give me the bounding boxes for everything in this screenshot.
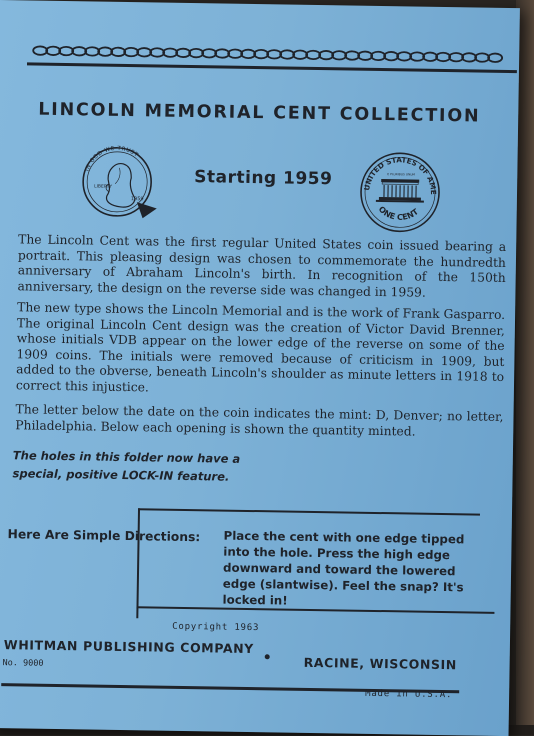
separator-bullet (265, 654, 270, 659)
directions-label: Here Are Simple Directions: (8, 527, 201, 544)
made-in-label: Made in U.S.A. (365, 689, 452, 700)
chain-link (150, 48, 164, 57)
coin-word: LIBERTY (94, 184, 112, 190)
coin-top-legend: UNITED STATES OF AMERICA (356, 149, 439, 195)
chain-link (319, 51, 333, 60)
publisher-city: RACINE, WISCONSIN (304, 655, 457, 672)
chain-link (163, 48, 177, 57)
chain-rule (27, 62, 517, 73)
background-edge (516, 0, 534, 735)
chain-link (488, 53, 502, 62)
chain-link (85, 47, 99, 56)
lincoln-memorial-reverse-icon (356, 149, 443, 240)
publisher-name: WHITMAN PUBLISHING COMPANY (4, 637, 254, 656)
mint-paragraph: The letter below the date on the coin indicates the mint: D, Denver; no letter, Philadelphia. Below each opening is shown the quantity minted. (15, 402, 503, 441)
svg-text:ONE CENT (377, 205, 421, 223)
chain-link (33, 46, 47, 55)
subtitle: Starting 1959 (194, 167, 332, 189)
copyright-notice: Copyright 1963 (172, 622, 259, 633)
chain-link (59, 47, 73, 56)
chain-link (72, 47, 86, 56)
chain-link (267, 50, 281, 59)
chain-link (384, 52, 398, 61)
chain-link (137, 48, 151, 57)
chain-link (280, 50, 294, 59)
chain-link (371, 52, 385, 61)
chain-link (397, 52, 411, 61)
chain-link (436, 53, 450, 62)
chain-link (254, 50, 268, 59)
chain-link (124, 48, 138, 57)
chain-border-ornament (27, 36, 517, 76)
lock-in-line: The holes in this folder now have a (13, 446, 253, 468)
chain-border (27, 36, 517, 76)
coin-mini-legend: E PLURIBUS UNUM (387, 172, 415, 176)
coin-year: 1959 (131, 196, 144, 202)
chain-link (345, 51, 359, 60)
lincoln-cent-obverse-icon (70, 139, 163, 230)
chain-link (189, 49, 203, 58)
lock-in-line: special, positive LOCK-IN feature. (12, 464, 252, 486)
chain-link (293, 50, 307, 59)
chain-link (475, 53, 489, 62)
coin-motto: IN GOD WE TRUST (85, 145, 140, 173)
chain-link (46, 47, 60, 56)
chain-link (241, 50, 255, 59)
page-title: LINCOLN MEMORIAL CENT COLLECTION (38, 100, 508, 127)
chain-link (423, 52, 437, 61)
chain-link (215, 49, 229, 58)
chain-link (449, 53, 463, 62)
chain-link (202, 49, 216, 58)
history-paragraph: The Lincoln Cent was the first regular United States coin issued bearing a portrait. This pleasing design was chosen to commemorate the hundredth anniversary of Abraham Lincoln's birth. In recognition of the 150th anniversary, the design on the reverse side was changed in 1959. (17, 232, 506, 302)
chain-link (462, 53, 476, 62)
chain-link (176, 49, 190, 58)
chain-link (111, 48, 125, 57)
chain-link (358, 51, 372, 60)
chain-link (228, 49, 242, 58)
chain-link (306, 51, 320, 60)
arrow-icon (137, 202, 157, 218)
chain-link (98, 47, 112, 56)
design-paragraph: The new type shows the Lincoln Memorial and is the work of Frank Gasparro. The original Lincoln Cent design was the creation of Victor David Brenner, whose initials VDB appear on the lower edge of the reverse on some of the 1909 coins. The initials were removed because of criticism in 1909, but added to the obverse, beneath Lincoln's shoulder as minute letters in 1918 to correct this injustice. (16, 300, 505, 401)
catalog-number: No. 9000 (3, 658, 44, 669)
coin-bottom-legend: ONE CENT (377, 205, 421, 223)
directions-text: Place the cent with one edge tipped into the hole. Press the high edge downward and toward the lowered edge (slantwise). Feel the snap? It's locked in! (222, 528, 478, 612)
lock-in-note (12, 446, 253, 486)
chain-link (332, 51, 346, 60)
chain-link (410, 52, 424, 61)
